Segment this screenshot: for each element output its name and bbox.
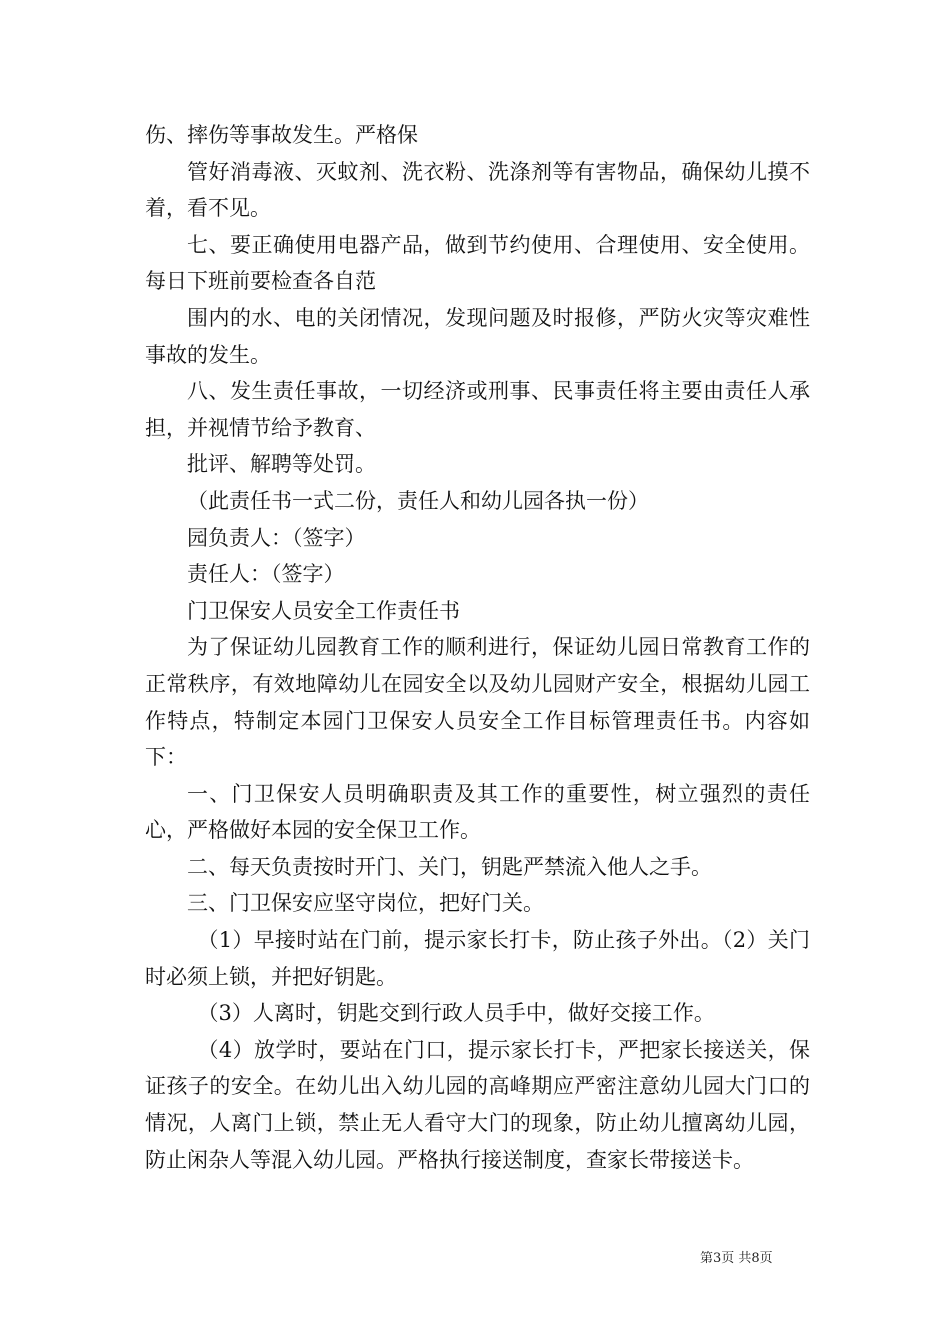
paragraph-2: 管好消毒液、灭蚊剂、洗衣粉、洗涤剂等有害物品，确保幼儿摸不着，看不见。 [145,159,810,221]
paragraph-7: （此责任书一式二份，责任人和幼儿园各执一份） [187,488,649,513]
paragraph-item-1: 一、门卫保安人员明确职责及其工作的重要性，树立强烈的责任心，严格做好本园的安全保卫工作。 [145,781,810,843]
signature-line-responsible: 责任人：（签字） [187,562,345,587]
page-number: 第3页 共8页 [700,1251,773,1266]
paragraph-5: 八、发生责任事故，一切经济或刑事、民事责任将主要由责任人承担，并视情节给予教育、 [145,379,810,440]
paragraph-subitem-1: （1）早接时站在门前，提示家长打卡，防止孩子外出。（2）关门时必须上锁，并把好钥匙。 [145,928,810,989]
paragraph-3: 七、要正确使用电器产品，做到节约使用、合理使用、安全使用。每日下班前要检查各自范 [145,232,810,294]
paragraph-item-2: 二、每天负责按时开门、关门，钥匙严禁流入他人之手。 [187,854,712,879]
paragraph-1: 伤、摔伤等事故发生。严格保 [145,123,418,147]
section-title: 门卫保安人员安全工作责任书 [187,598,460,623]
document-body [145,117,810,1178]
paragraph-intro: 为了保证幼儿园教育工作的顺利进行，保证幼儿园日常教育工作的正常秩序，有效地障幼儿在园安全以及幼儿园财产安全，根据幼儿园工作特点，特制定本园门卫保安人员安全工作目标管理责任书。内容如下： [145,635,810,770]
paragraph-subitem-3: （3）人离时，钥匙交到行政人员手中，做好交接工作。 [197,1001,715,1026]
paragraph-4: 围内的水、电的关闭情况，发现问题及时报修，严防火灾等灾难性事故的发生。 [145,305,810,367]
paragraph-item-3: 三、门卫保安应坚守岗位，把好门关。 [187,891,544,916]
paragraph-subitem-4: （4）放学时，要站在门口，提示家长打卡，严把家长接送关，保证孩子的安全。在幼儿出入幼儿园的高峰期应严密注意幼儿园大门口的情况，人离门上锁，禁止无人看守大门的现象，防止幼儿擅离幼儿园，防止闲杂人等混入幼儿园。严格执行接送制度，查家长带接送卡。 [145,1037,810,1172]
signature-line-head: 园负责人：（签字） [187,525,366,550]
paragraph-6: 批评、解聘等处罚。 [187,452,376,477]
